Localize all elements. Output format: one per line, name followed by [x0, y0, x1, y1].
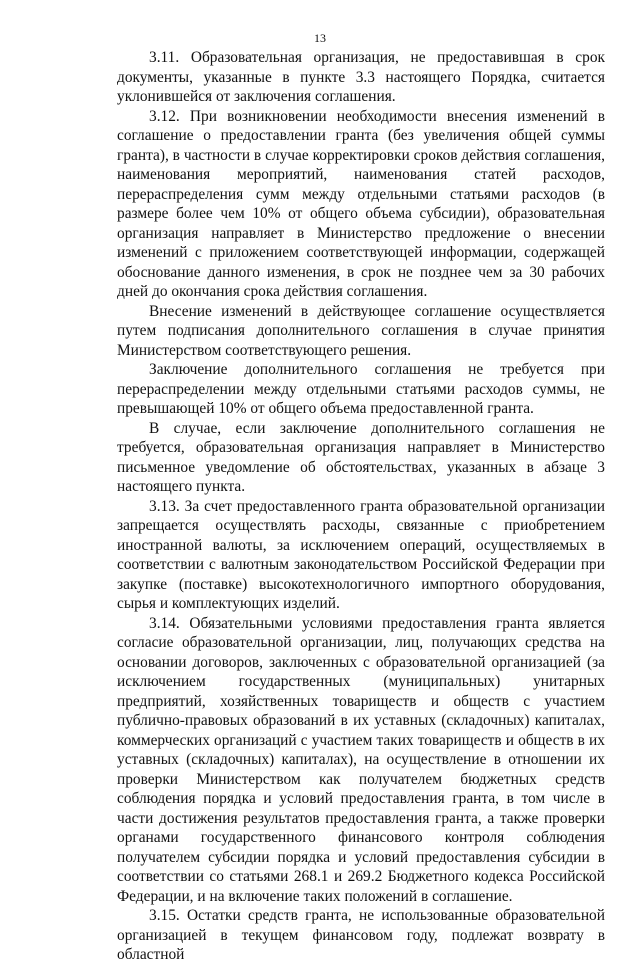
paragraph-written-notice: В случае, если заключение дополнительного соглашения не требуется, образовательная организация направляет в Министерство письменное уведомление об обстоятельствах, указанных в абзаце 3 настоящего пункта. — [117, 419, 605, 495]
paragraph-3-12: 3.12. При возникновении необходимости внесения изменений в соглашение о предоставлении гранта (без увеличения общей суммы гранта), в частности в случае корректировки сроков действия соглашения, наименования мероприятий, наименования статей расходов, перераспределения сумм между отдельными статьями расходов (в размере более чем 10% от общего объема субсидии), образовательная организация направляет в Министерство предложение о внесении изменений с приложением соответствующей информации, содержащей обоснование данного изменения, в срок не позднее чем за 30 рабочих дней до окончания срока действия соглашения. — [117, 107, 605, 300]
paragraph-amendment-procedure: Внесение изменений в действующее соглашение осуществляется путем подписания дополнительного соглашения в случае принятия Министерством соответствующего решения. — [117, 302, 605, 359]
paragraph-3-14: 3.14. Обязательными условиями предоставления гранта является согласие образовательной организации, лиц, получающих средства на основании договоров, заключенных с образовательной организацией (за исключением государственных (муниципальных) унитарных предприятий, хозяйственных товариществ и обществ с участием публично-правовых образований в их уставных (складочных) капиталах, коммерческих организаций с участием таких товариществ и обществ в их уставных (складочных) капиталах), на осуществление в отношении их проверки Министерством как получателем бюджетных средств соблюдения порядка и условий предоставления гранта, в том числе в части достижения результатов предоставления гранта, а также проверки органами государственного финансового контроля соблюдения получателем субсидии порядка и условий предоставления субсидии в соответствии со статьями 268.1 и 269.2 Бюджетного кодекса Российской Федерации, и на включение таких положений в соглашение. — [117, 614, 605, 905]
paragraph-3-11: 3.11. Образовательная организация, не предоставившая в срок документы, указанные в пункте 3.3 настоящего Порядка, считается уклонившейся от заключения соглашения. — [117, 49, 605, 105]
paragraph-no-additional-agreement: Заключение дополнительного соглашения не требуется при перераспределении между отдельными статьями расходов суммы, не превышающей 10% от общего объема предоставленной гранта. — [117, 361, 605, 417]
paragraph-3-15: 3.15. Остатки средств гранта, не использованные образовательной организацией в текущем финансовом году, подлежат возврату в областной — [117, 907, 605, 963]
document-body — [117, 48, 605, 965]
page-number: 13 — [314, 31, 326, 45]
paragraph-3-13: 3.13. За счет предоставленного гранта образовательной организации запрещается осуществлять расходы, связанные с приобретением иностранной валюты, за исключением операций, осуществляемых в соответствии с валютным законодательством Российской Федерации при закупке (поставке) высокотехнологичного импортного оборудования, сырья и комплектующих изделий. — [117, 497, 605, 612]
